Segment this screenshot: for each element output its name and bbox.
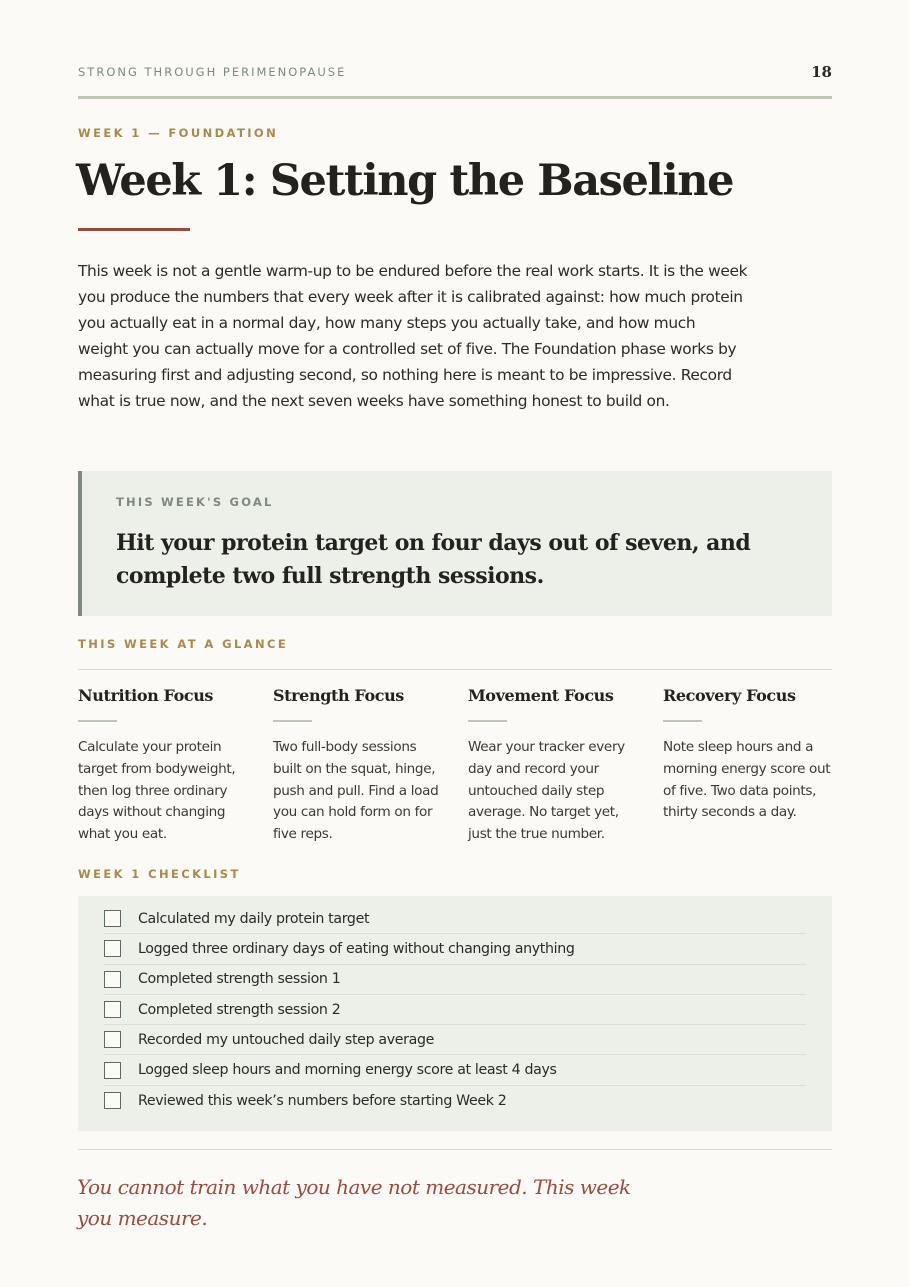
focus-rule: [78, 720, 117, 722]
strength-focus-column: [273, 686, 448, 846]
focus-body: Two full-body sessions built on the squat, hinge, push and pull. Find a load you can hold form on for five reps.: [273, 739, 439, 843]
checklist-item-label: Reviewed this week’s numbers before starting Week 2: [138, 1092, 507, 1109]
checklist-item-label: Calculated my daily protein target: [138, 910, 370, 927]
focus-body: Calculate your protein target from bodyweight, then log three ordinary days without changing what you eat.: [78, 739, 236, 843]
goal-label: THIS WEEK'S GOAL: [116, 495, 274, 509]
checkbox[interactable]: [104, 1031, 121, 1048]
focus-rule: [468, 720, 507, 722]
checkbox[interactable]: [104, 1092, 121, 1109]
checkbox[interactable]: [104, 940, 121, 957]
checklist-item[interactable]: [104, 1086, 806, 1116]
checklist-panel: [78, 896, 832, 1131]
checklist-item-label: Logged three ordinary days of eating without changing anything: [138, 940, 575, 957]
checkbox[interactable]: [104, 1062, 121, 1079]
glance-divider: [78, 669, 832, 670]
focus-rule: [273, 720, 312, 722]
page-title: Week 1: Setting the Baseline: [76, 156, 734, 206]
checkbox[interactable]: [104, 971, 121, 988]
section-kicker: WEEK 1 — FOUNDATION: [78, 126, 279, 140]
focus-body: Wear your tracker every day and record your untouched daily step average. No target yet, just the true number.: [468, 739, 625, 843]
focus-heading: Strength Focus: [273, 686, 404, 705]
checklist-item[interactable]: [104, 995, 806, 1025]
running-head: [78, 63, 832, 81]
header-divider: [78, 96, 832, 99]
checklist-item-label: Completed strength session 2: [138, 1001, 341, 1018]
focus-heading: Recovery Focus: [663, 686, 796, 705]
checklist-item-label: Recorded my untouched daily step average: [138, 1031, 435, 1048]
checklist-item[interactable]: [104, 1025, 806, 1055]
checklist-item-label: Completed strength session 1: [138, 971, 341, 988]
closing-quote: You cannot train what you have not measured. This week you measure.: [77, 1175, 631, 1230]
page-number: 18: [811, 63, 832, 81]
goal-text: Hit your protein target on four days out of seven, and complete two full strength sessions.: [116, 530, 751, 589]
title-underline: [78, 228, 190, 231]
focus-rule: [663, 720, 702, 722]
checklist: [104, 904, 806, 1116]
checklist-item[interactable]: [104, 965, 806, 995]
movement-focus-column: [468, 686, 643, 846]
checkbox[interactable]: [104, 1001, 121, 1018]
nutrition-focus-column: [78, 686, 253, 846]
checklist-item-label: Logged sleep hours and morning energy score at least 4 days: [138, 1062, 557, 1079]
focus-heading: Movement Focus: [468, 686, 614, 705]
book-title: STRONG THROUGH PERIMENOPAUSE: [78, 65, 347, 79]
focus-heading: Nutrition Focus: [78, 686, 214, 705]
checklist-item[interactable]: [104, 934, 806, 964]
glance-label: THIS WEEK AT A GLANCE: [78, 637, 289, 651]
checklist-label: WEEK 1 CHECKLIST: [78, 867, 241, 881]
checklist-item[interactable]: [104, 1055, 806, 1085]
checklist-item[interactable]: [104, 904, 806, 934]
checkbox[interactable]: [104, 910, 121, 927]
closing-divider: [78, 1149, 832, 1150]
goal-callout: [78, 471, 832, 616]
intro-paragraph: This week is not a gentle warm-up to be endured before the real work starts. It is the week you produce the numbers that every week after it is calibrated against: how much protein you actually eat in a normal day, how many steps you actually take, and how much weight you can actually move for a controlled set of five. The Foundation phase works by measuring first and adjusting second, so nothing here is meant to be impressive. Record what is true now, and the next seven weeks have something honest to build on.: [78, 262, 748, 410]
focus-body: Note sleep hours and a morning energy score out of five. Two data points, thirty seconds a day.: [663, 739, 831, 821]
recovery-focus-column: [663, 686, 838, 824]
